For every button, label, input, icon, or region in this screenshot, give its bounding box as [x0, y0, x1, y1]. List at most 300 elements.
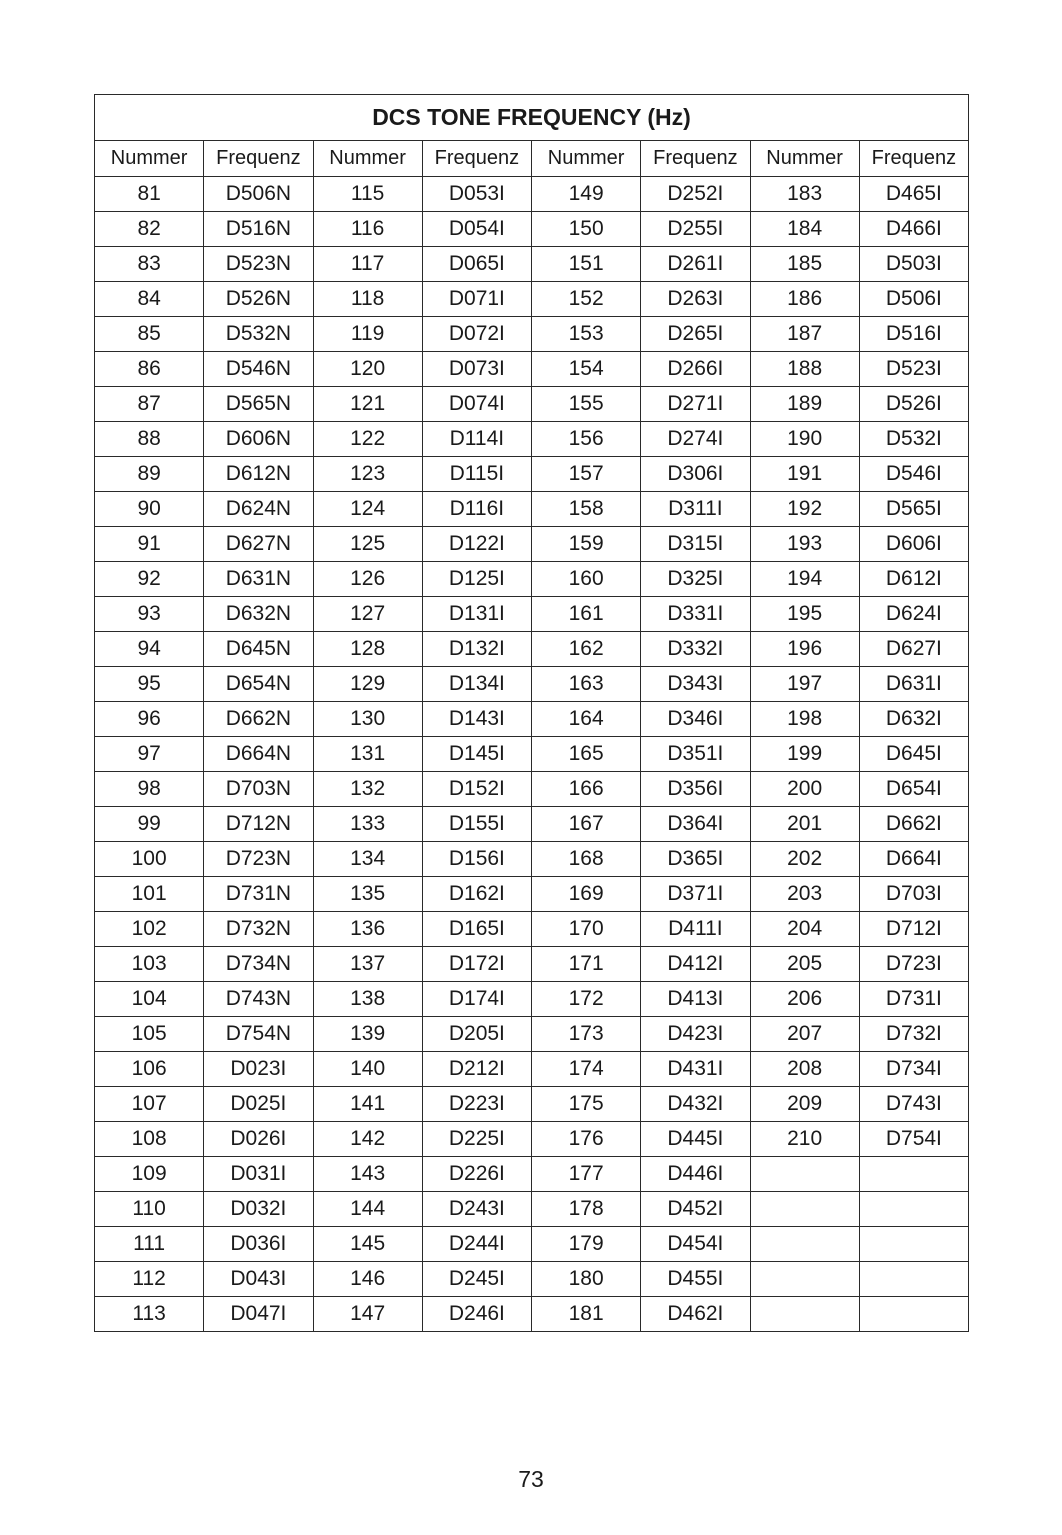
nummer-cell [750, 1157, 859, 1192]
frequenz-cell [859, 1297, 968, 1332]
nummer-cell: 125 [313, 527, 422, 562]
nummer-cell: 177 [532, 1157, 641, 1192]
frequenz-cell: D047I [204, 1297, 313, 1332]
frequenz-cell: D226I [422, 1157, 531, 1192]
frequenz-cell: D565I [859, 492, 968, 527]
nummer-cell [750, 1192, 859, 1227]
table-row [95, 807, 969, 842]
frequenz-cell: D225I [422, 1122, 531, 1157]
nummer-cell [750, 1227, 859, 1262]
nummer-cell: 106 [95, 1052, 204, 1087]
nummer-cell: 191 [750, 457, 859, 492]
nummer-cell: 153 [532, 317, 641, 352]
frequenz-cell: D431I [641, 1052, 750, 1087]
nummer-cell: 99 [95, 807, 204, 842]
frequenz-cell: D165I [422, 912, 531, 947]
nummer-cell: 137 [313, 947, 422, 982]
nummer-cell: 205 [750, 947, 859, 982]
nummer-cell: 130 [313, 702, 422, 737]
nummer-cell: 155 [532, 387, 641, 422]
frequenz-cell: D026I [204, 1122, 313, 1157]
column-header-nummer: Nummer [313, 141, 422, 177]
nummer-cell: 136 [313, 912, 422, 947]
nummer-cell: 207 [750, 1017, 859, 1052]
frequenz-cell: D122I [422, 527, 531, 562]
frequenz-cell: D223I [422, 1087, 531, 1122]
nummer-cell: 151 [532, 247, 641, 282]
frequenz-cell: D503I [859, 247, 968, 282]
nummer-cell: 160 [532, 562, 641, 597]
nummer-cell: 102 [95, 912, 204, 947]
nummer-cell: 121 [313, 387, 422, 422]
frequenz-cell: D703I [859, 877, 968, 912]
nummer-cell: 203 [750, 877, 859, 912]
frequenz-cell: D734N [204, 947, 313, 982]
nummer-cell: 129 [313, 667, 422, 702]
frequenz-cell: D664N [204, 737, 313, 772]
nummer-cell: 156 [532, 422, 641, 457]
nummer-cell: 92 [95, 562, 204, 597]
nummer-cell: 181 [532, 1297, 641, 1332]
frequenz-cell: D212I [422, 1052, 531, 1087]
frequenz-cell: D364I [641, 807, 750, 842]
frequenz-cell: D114I [422, 422, 531, 457]
table-row [95, 947, 969, 982]
nummer-cell: 113 [95, 1297, 204, 1332]
frequenz-cell: D743N [204, 982, 313, 1017]
column-header-frequenz: Frequenz [422, 141, 531, 177]
nummer-cell: 105 [95, 1017, 204, 1052]
frequenz-cell: D631N [204, 562, 313, 597]
nummer-cell: 119 [313, 317, 422, 352]
frequenz-cell: D266I [641, 352, 750, 387]
nummer-cell: 163 [532, 667, 641, 702]
nummer-cell: 116 [313, 212, 422, 247]
frequenz-cell: D036I [204, 1227, 313, 1262]
frequenz-cell: D462I [641, 1297, 750, 1332]
nummer-cell: 197 [750, 667, 859, 702]
nummer-cell: 192 [750, 492, 859, 527]
frequenz-cell: D432I [641, 1087, 750, 1122]
nummer-cell: 89 [95, 457, 204, 492]
nummer-cell: 169 [532, 877, 641, 912]
nummer-cell: 120 [313, 352, 422, 387]
nummer-cell: 188 [750, 352, 859, 387]
nummer-cell: 81 [95, 177, 204, 212]
nummer-cell: 90 [95, 492, 204, 527]
frequenz-cell: D606N [204, 422, 313, 457]
frequenz-cell: D172I [422, 947, 531, 982]
frequenz-cell: D712N [204, 807, 313, 842]
frequenz-cell: D152I [422, 772, 531, 807]
frequenz-cell: D506I [859, 282, 968, 317]
frequenz-cell: D454I [641, 1227, 750, 1262]
frequenz-cell: D371I [641, 877, 750, 912]
nummer-cell: 199 [750, 737, 859, 772]
frequenz-cell: D073I [422, 352, 531, 387]
frequenz-cell: D523I [859, 352, 968, 387]
frequenz-cell: D516I [859, 317, 968, 352]
table-row [95, 177, 969, 212]
table-row [95, 667, 969, 702]
frequenz-cell: D255I [641, 212, 750, 247]
frequenz-cell: D532N [204, 317, 313, 352]
nummer-cell: 103 [95, 947, 204, 982]
frequenz-cell: D025I [204, 1087, 313, 1122]
nummer-cell: 126 [313, 562, 422, 597]
frequenz-cell: D071I [422, 282, 531, 317]
nummer-cell: 195 [750, 597, 859, 632]
frequenz-cell: D261I [641, 247, 750, 282]
frequenz-cell: D445I [641, 1122, 750, 1157]
nummer-cell: 124 [313, 492, 422, 527]
frequenz-cell: D732N [204, 912, 313, 947]
nummer-cell: 87 [95, 387, 204, 422]
nummer-cell: 132 [313, 772, 422, 807]
nummer-cell: 115 [313, 177, 422, 212]
frequenz-cell: D732I [859, 1017, 968, 1052]
frequenz-cell: D506N [204, 177, 313, 212]
frequenz-cell: D731N [204, 877, 313, 912]
frequenz-cell: D346I [641, 702, 750, 737]
nummer-cell: 138 [313, 982, 422, 1017]
frequenz-cell: D546N [204, 352, 313, 387]
nummer-cell: 96 [95, 702, 204, 737]
nummer-cell: 171 [532, 947, 641, 982]
frequenz-cell: D115I [422, 457, 531, 492]
nummer-cell: 189 [750, 387, 859, 422]
table-row [95, 352, 969, 387]
frequenz-cell: D465I [859, 177, 968, 212]
column-header-nummer: Nummer [532, 141, 641, 177]
frequenz-cell: D325I [641, 562, 750, 597]
nummer-cell: 146 [313, 1262, 422, 1297]
nummer-cell: 150 [532, 212, 641, 247]
table-row [95, 1262, 969, 1297]
table-row [95, 982, 969, 1017]
frequenz-cell: D412I [641, 947, 750, 982]
frequenz-cell: D274I [641, 422, 750, 457]
frequenz-cell: D446I [641, 1157, 750, 1192]
frequenz-cell: D054I [422, 212, 531, 247]
nummer-cell: 200 [750, 772, 859, 807]
nummer-cell: 86 [95, 352, 204, 387]
frequenz-cell [859, 1192, 968, 1227]
table-title-row [95, 95, 969, 141]
frequenz-cell [859, 1157, 968, 1192]
nummer-cell: 123 [313, 457, 422, 492]
frequenz-cell: D343I [641, 667, 750, 702]
table-row [95, 1087, 969, 1122]
table-body [95, 177, 969, 1332]
table-row [95, 492, 969, 527]
nummer-cell: 104 [95, 982, 204, 1017]
nummer-cell: 93 [95, 597, 204, 632]
frequenz-cell: D263I [641, 282, 750, 317]
frequenz-cell: D265I [641, 317, 750, 352]
nummer-cell: 186 [750, 282, 859, 317]
frequenz-cell: D162I [422, 877, 531, 912]
column-header-nummer: Nummer [95, 141, 204, 177]
frequenz-cell: D365I [641, 842, 750, 877]
frequenz-cell: D423I [641, 1017, 750, 1052]
table-row [95, 317, 969, 352]
nummer-cell: 91 [95, 527, 204, 562]
column-header-nummer: Nummer [750, 141, 859, 177]
frequenz-cell: D074I [422, 387, 531, 422]
table-row [95, 842, 969, 877]
nummer-cell: 82 [95, 212, 204, 247]
frequenz-cell: D243I [422, 1192, 531, 1227]
frequenz-cell: D532I [859, 422, 968, 457]
nummer-cell: 166 [532, 772, 641, 807]
nummer-cell: 180 [532, 1262, 641, 1297]
nummer-cell: 117 [313, 247, 422, 282]
nummer-cell: 135 [313, 877, 422, 912]
nummer-cell: 194 [750, 562, 859, 597]
nummer-cell: 139 [313, 1017, 422, 1052]
nummer-cell: 196 [750, 632, 859, 667]
nummer-cell: 174 [532, 1052, 641, 1087]
nummer-cell: 111 [95, 1227, 204, 1262]
nummer-cell: 168 [532, 842, 641, 877]
nummer-cell: 176 [532, 1122, 641, 1157]
table-header-row [95, 141, 969, 177]
table-row [95, 877, 969, 912]
nummer-cell: 88 [95, 422, 204, 457]
frequenz-cell: D662N [204, 702, 313, 737]
frequenz-cell: D526I [859, 387, 968, 422]
nummer-cell: 165 [532, 737, 641, 772]
frequenz-cell: D645I [859, 737, 968, 772]
frequenz-cell: D565N [204, 387, 313, 422]
nummer-cell: 118 [313, 282, 422, 317]
nummer-cell: 179 [532, 1227, 641, 1262]
nummer-cell: 112 [95, 1262, 204, 1297]
nummer-cell: 131 [313, 737, 422, 772]
nummer-cell: 110 [95, 1192, 204, 1227]
table-row [95, 1192, 969, 1227]
frequenz-cell: D455I [641, 1262, 750, 1297]
nummer-cell: 147 [313, 1297, 422, 1332]
nummer-cell: 158 [532, 492, 641, 527]
column-header-frequenz: Frequenz [204, 141, 313, 177]
frequenz-cell: D306I [641, 457, 750, 492]
page-number: 73 [518, 1466, 544, 1492]
frequenz-cell: D627N [204, 527, 313, 562]
table-row [95, 597, 969, 632]
frequenz-cell: D754N [204, 1017, 313, 1052]
nummer-cell: 198 [750, 702, 859, 737]
nummer-cell: 109 [95, 1157, 204, 1192]
nummer-cell: 184 [750, 212, 859, 247]
frequenz-cell: D156I [422, 842, 531, 877]
frequenz-cell: D662I [859, 807, 968, 842]
nummer-cell: 108 [95, 1122, 204, 1157]
nummer-cell: 193 [750, 527, 859, 562]
frequenz-cell: D116I [422, 492, 531, 527]
frequenz-cell: D331I [641, 597, 750, 632]
frequenz-cell: D134I [422, 667, 531, 702]
frequenz-cell: D356I [641, 772, 750, 807]
frequenz-cell: D624I [859, 597, 968, 632]
nummer-cell: 145 [313, 1227, 422, 1262]
frequenz-cell: D624N [204, 492, 313, 527]
nummer-cell: 167 [532, 807, 641, 842]
nummer-cell: 210 [750, 1122, 859, 1157]
frequenz-cell: D174I [422, 982, 531, 1017]
frequenz-cell: D125I [422, 562, 531, 597]
nummer-cell: 149 [532, 177, 641, 212]
nummer-cell [750, 1297, 859, 1332]
table-row [95, 247, 969, 282]
frequenz-cell: D351I [641, 737, 750, 772]
frequenz-cell: D246I [422, 1297, 531, 1332]
table-row [95, 737, 969, 772]
nummer-cell: 190 [750, 422, 859, 457]
frequenz-cell: D723N [204, 842, 313, 877]
nummer-cell: 164 [532, 702, 641, 737]
nummer-cell: 185 [750, 247, 859, 282]
frequenz-cell: D631I [859, 667, 968, 702]
frequenz-cell: D546I [859, 457, 968, 492]
frequenz-cell: D632N [204, 597, 313, 632]
frequenz-cell: D612I [859, 562, 968, 597]
table-row [95, 282, 969, 317]
frequenz-cell: D252I [641, 177, 750, 212]
table-row [95, 527, 969, 562]
nummer-cell: 98 [95, 772, 204, 807]
frequenz-cell: D645N [204, 632, 313, 667]
nummer-cell: 107 [95, 1087, 204, 1122]
nummer-cell: 206 [750, 982, 859, 1017]
nummer-cell: 175 [532, 1087, 641, 1122]
nummer-cell: 141 [313, 1087, 422, 1122]
nummer-cell: 134 [313, 842, 422, 877]
nummer-cell: 204 [750, 912, 859, 947]
frequenz-cell: D332I [641, 632, 750, 667]
frequenz-cell: D703N [204, 772, 313, 807]
frequenz-cell: D411I [641, 912, 750, 947]
nummer-cell: 100 [95, 842, 204, 877]
table-row [95, 702, 969, 737]
frequenz-cell: D664I [859, 842, 968, 877]
frequenz-cell: D311I [641, 492, 750, 527]
table-row [95, 387, 969, 422]
nummer-cell: 154 [532, 352, 641, 387]
frequenz-cell: D245I [422, 1262, 531, 1297]
table-row [95, 1297, 969, 1332]
nummer-cell: 97 [95, 737, 204, 772]
table-title: DCS TONE FREQUENCY (Hz) [95, 95, 969, 141]
frequenz-cell: D043I [204, 1262, 313, 1297]
frequenz-cell: D065I [422, 247, 531, 282]
frequenz-cell: D743I [859, 1087, 968, 1122]
table-row [95, 912, 969, 947]
frequenz-cell: D734I [859, 1052, 968, 1087]
frequenz-cell: D654N [204, 667, 313, 702]
nummer-cell: 157 [532, 457, 641, 492]
frequenz-cell: D612N [204, 457, 313, 492]
frequenz-cell: D712I [859, 912, 968, 947]
nummer-cell: 133 [313, 807, 422, 842]
nummer-cell: 202 [750, 842, 859, 877]
nummer-cell [750, 1262, 859, 1297]
nummer-cell: 128 [313, 632, 422, 667]
table-row [95, 1122, 969, 1157]
table-row [95, 1052, 969, 1087]
nummer-cell: 142 [313, 1122, 422, 1157]
nummer-cell: 85 [95, 317, 204, 352]
nummer-cell: 209 [750, 1087, 859, 1122]
frequenz-cell: D023I [204, 1052, 313, 1087]
nummer-cell: 94 [95, 632, 204, 667]
frequenz-cell: D516N [204, 212, 313, 247]
frequenz-cell: D754I [859, 1122, 968, 1157]
nummer-cell: 187 [750, 317, 859, 352]
frequenz-cell: D731I [859, 982, 968, 1017]
nummer-cell: 162 [532, 632, 641, 667]
frequenz-cell: D523N [204, 247, 313, 282]
frequenz-cell: D145I [422, 737, 531, 772]
column-header-frequenz: Frequenz [859, 141, 968, 177]
nummer-cell: 170 [532, 912, 641, 947]
frequenz-cell: D413I [641, 982, 750, 1017]
frequenz-cell: D627I [859, 632, 968, 667]
frequenz-cell: D143I [422, 702, 531, 737]
nummer-cell: 178 [532, 1192, 641, 1227]
frequenz-cell: D466I [859, 212, 968, 247]
nummer-cell: 152 [532, 282, 641, 317]
frequenz-cell: D032I [204, 1192, 313, 1227]
nummer-cell: 173 [532, 1017, 641, 1052]
nummer-cell: 172 [532, 982, 641, 1017]
nummer-cell: 144 [313, 1192, 422, 1227]
frequenz-cell: D072I [422, 317, 531, 352]
nummer-cell: 127 [313, 597, 422, 632]
frequenz-cell: D244I [422, 1227, 531, 1262]
nummer-cell: 143 [313, 1157, 422, 1192]
nummer-cell: 101 [95, 877, 204, 912]
frequenz-cell: D315I [641, 527, 750, 562]
frequenz-cell [859, 1262, 968, 1297]
table-row [95, 1157, 969, 1192]
table-row [95, 632, 969, 667]
dcs-tone-frequency-table [94, 94, 969, 1332]
frequenz-cell: D132I [422, 632, 531, 667]
frequenz-cell: D632I [859, 702, 968, 737]
nummer-cell: 208 [750, 1052, 859, 1087]
table-row [95, 1227, 969, 1262]
table-row [95, 562, 969, 597]
column-header-frequenz: Frequenz [641, 141, 750, 177]
table-row [95, 457, 969, 492]
nummer-cell: 83 [95, 247, 204, 282]
nummer-cell: 95 [95, 667, 204, 702]
nummer-cell: 159 [532, 527, 641, 562]
frequenz-cell: D053I [422, 177, 531, 212]
nummer-cell: 122 [313, 422, 422, 457]
frequenz-cell: D271I [641, 387, 750, 422]
nummer-cell: 84 [95, 282, 204, 317]
frequenz-cell: D131I [422, 597, 531, 632]
table-row [95, 772, 969, 807]
frequenz-cell: D654I [859, 772, 968, 807]
nummer-cell: 183 [750, 177, 859, 212]
frequenz-cell: D155I [422, 807, 531, 842]
nummer-cell: 140 [313, 1052, 422, 1087]
frequenz-cell: D606I [859, 527, 968, 562]
